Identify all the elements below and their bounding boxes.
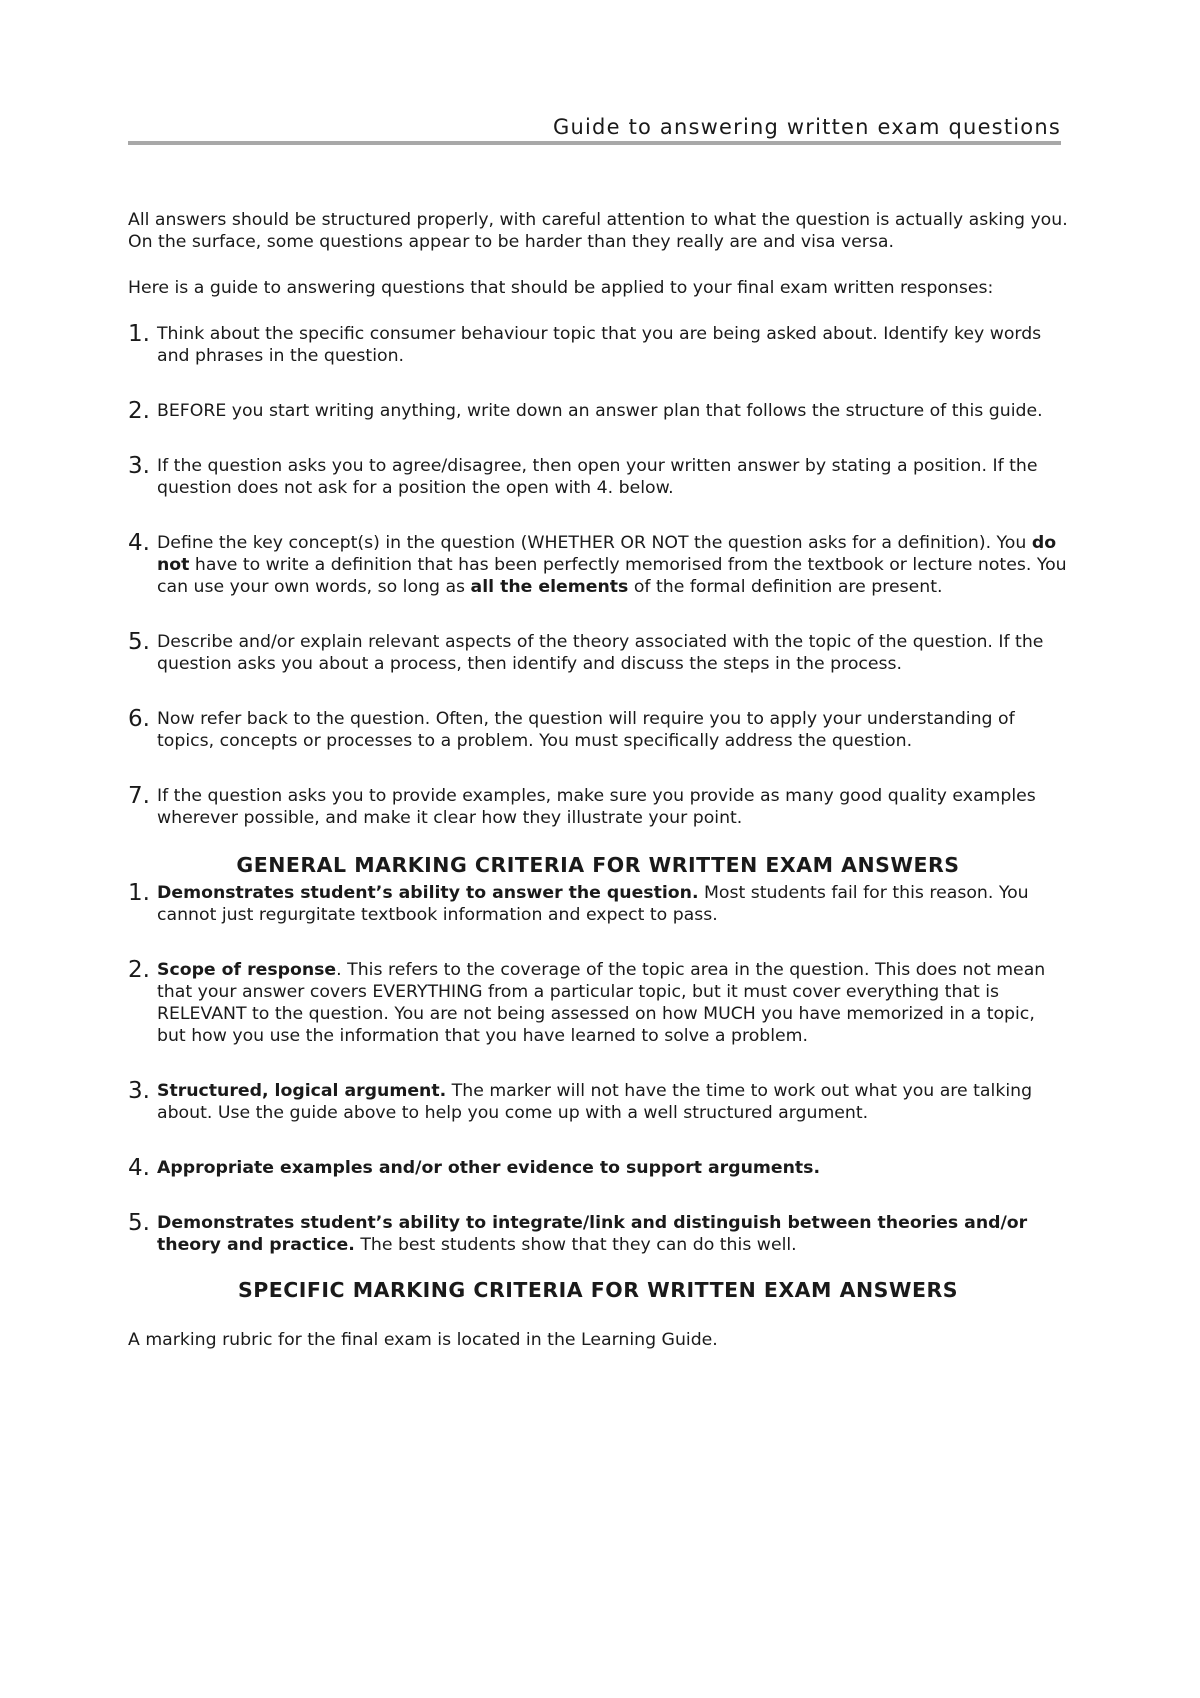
specific-criteria-text: A marking rubric for the final exam is located in the Learning Guide. [128, 1330, 718, 1350]
item-text: Describe and/or explain relevant aspects of the theory associated with the topic of the question. If the question asks you about a process, then identify and discuss the steps in the process. [157, 632, 1044, 674]
criteria-title: Demonstrates student’s ability to integrate/link and distinguish between theories and/or theory and practice. [157, 1213, 1028, 1255]
criteria-item [128, 882, 1068, 926]
item-number: 3. [128, 1078, 150, 1104]
guide-intro-paragraph: Here is a guide to answering questions that should be applied to your final exam written responses: [128, 278, 994, 298]
item-text: If the question asks you to provide examples, make sure you provide as many good quality examples wherever possible, and make it clear how they illustrate your point. [157, 786, 1036, 828]
guide-item [128, 400, 1068, 422]
criteria-text: The best students show that they can do this well. [354, 1235, 797, 1255]
specific-criteria-heading: SPECIFIC MARKING CRITERIA FOR WRITTEN EXAM ANSWERS [237, 1278, 959, 1302]
general-criteria-list [128, 882, 1068, 1256]
item-number: 2. [128, 398, 150, 424]
item-text: Think about the specific consumer behaviour topic that you are being asked about. Identify key words and phrases in the question. [157, 324, 1042, 366]
document-body [128, 209, 1068, 1375]
item-emphasis: do not [157, 533, 1057, 575]
item-text: Define the key concept(s) in the question (WHETHER OR NOT the question asks for a definition). You [157, 533, 1032, 553]
item-number: 1. [128, 321, 150, 347]
guide-item [128, 455, 1068, 499]
item-emphasis: all the elements [470, 577, 629, 597]
criteria-text: The marker will not have the time to work out what you are talking about. Use the guide above to help you come up with a well structured argument. [157, 1081, 1033, 1123]
criteria-text: Most students fail for this reason. You cannot just regurgitate textbook information and expect to pass. [157, 883, 1029, 925]
item-number: 3. [128, 453, 150, 479]
item-text: have to write a definition that has been perfectly memorised from the textbook or lecture notes. You can use your own words, so long as [157, 555, 1067, 597]
item-text: Now refer back to the question. Often, the question will require you to apply your understanding of topics, concepts or processes to a problem. You must specifically address the question. [157, 709, 1015, 751]
criteria-item [128, 1080, 1068, 1124]
criteria-item [128, 1212, 1068, 1256]
guide-item [128, 785, 1068, 829]
item-number: 7. [128, 783, 150, 809]
criteria-item [128, 959, 1068, 1047]
page-header-title: Guide to answering written exam questions [553, 115, 1061, 139]
criteria-item [128, 1157, 1068, 1179]
guide-item [128, 532, 1068, 598]
criteria-title: Demonstrates student’s ability to answer the question. [157, 883, 699, 903]
intro-paragraph: All answers should be structured properly, with careful attention to what the question is actually asking you. On the surface, some questions appear to be harder than they really are and visa versa. [128, 210, 1068, 252]
item-text: BEFORE you start writing anything, write down an answer plan that follows the structure of this guide. [157, 401, 1043, 421]
item-number: 4. [128, 530, 150, 556]
item-text: If the question asks you to agree/disagree, then open your written answer by stating a position. If the question does not ask for a position the open with 4. below. [157, 456, 1038, 498]
criteria-title: Structured, logical argument. [157, 1081, 447, 1101]
item-number: 4. [128, 1155, 150, 1181]
item-number: 5. [128, 629, 150, 655]
item-number: 1. [128, 880, 150, 906]
criteria-title: Scope of response [157, 960, 337, 980]
header-divider [128, 141, 1061, 145]
guide-item [128, 323, 1068, 367]
guide-item [128, 631, 1068, 675]
item-number: 6. [128, 706, 150, 732]
answer-guide-list [128, 323, 1068, 829]
general-criteria-heading: GENERAL MARKING CRITERIA FOR WRITTEN EXAM ANSWERS [236, 853, 960, 877]
item-number: 5. [128, 1210, 150, 1236]
item-text: of the formal definition are present. [628, 577, 943, 597]
item-number: 2. [128, 957, 150, 983]
criteria-text: . This refers to the coverage of the topic area in the question. This does not mean that your answer covers EVERYTHING from a particular topic, but it must cover everything that is RELEVANT to the question. You are not being assessed on how MUCH you have memorized in a topic, but how you use the information that you have learned to solve a problem. [157, 960, 1046, 1046]
criteria-title: Appropriate examples and/or other evidence to support arguments. [157, 1158, 821, 1178]
guide-item [128, 708, 1068, 752]
